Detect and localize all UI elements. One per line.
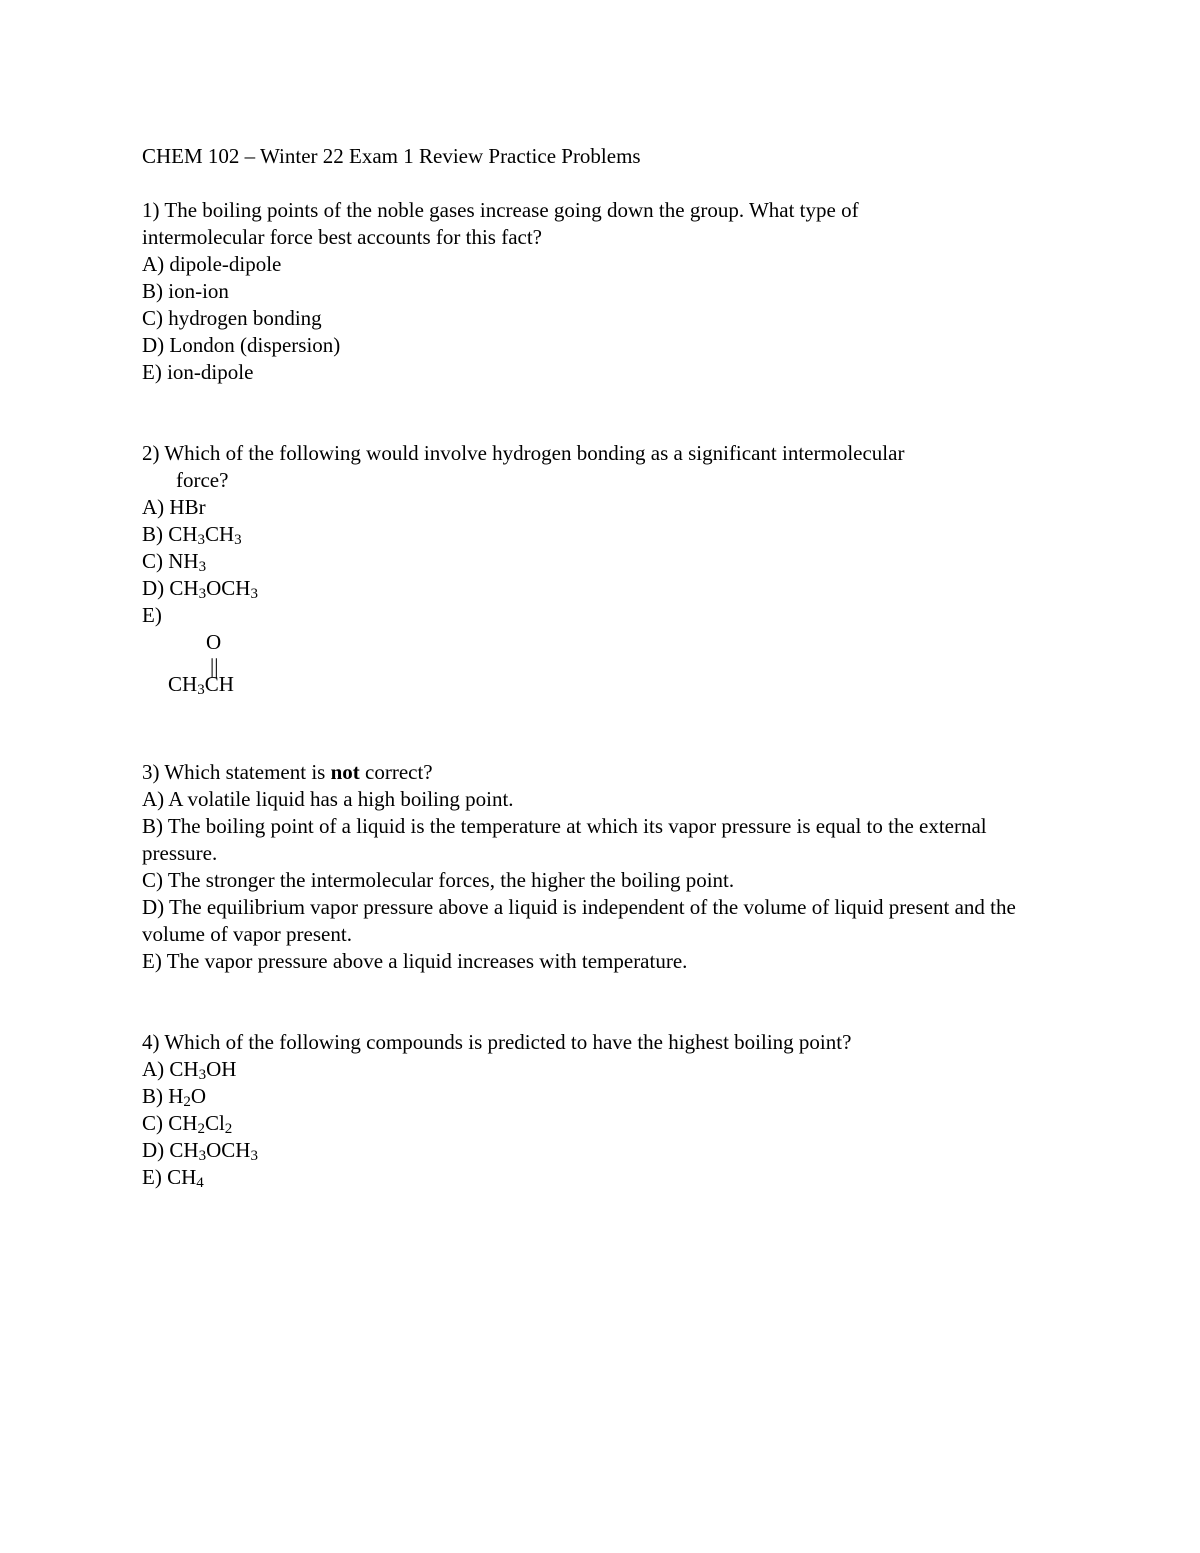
formula-part: OH <box>206 1057 237 1081</box>
emphasis-not: not <box>330 760 360 784</box>
subscript: 4 <box>196 1175 204 1191</box>
question-4-option-e <box>142 1164 1062 1191</box>
question-4-stem: 4) Which of the following compounds is predicted to have the highest boiling point? <box>142 1030 852 1054</box>
question-2-option-d <box>142 575 1062 602</box>
formula-part: CH <box>167 1165 197 1189</box>
question-3-option-b: B) The boiling point of a liquid is the temperature at which its vapor pressure is equal to the external pressure. <box>142 814 987 865</box>
question-4-option-d <box>142 1137 1062 1164</box>
document-content <box>142 143 1062 1191</box>
formula-part: CH <box>169 1138 199 1162</box>
structure-oxygen: O <box>206 630 222 654</box>
page-title: CHEM 102 – Winter 22 Exam 1 Review Practice Problems <box>142 144 641 168</box>
option-label: A) <box>142 495 165 519</box>
formula-part: OCH <box>206 576 251 600</box>
question-3-option-c: C) The stronger the intermolecular forces, the higher the boiling point. <box>142 868 735 892</box>
option-label: B) <box>142 522 163 546</box>
question-2-option-b <box>142 521 1062 548</box>
formula-part: O <box>190 1084 207 1108</box>
stem-text: 3) Which statement is <box>142 760 331 784</box>
question-2 <box>142 440 1062 705</box>
subscript: 3 <box>250 1148 258 1164</box>
subscript: 2 <box>197 1121 205 1137</box>
option-label: C) <box>142 1111 163 1135</box>
formula-part: Cl <box>204 1111 225 1135</box>
formula-part: CH <box>168 672 198 696</box>
question-2-option-e <box>142 602 1062 629</box>
formula: HBr <box>169 495 206 519</box>
structure-double-bond: || <box>210 654 219 678</box>
subscript: 3 <box>250 586 258 602</box>
formula-part: CH <box>168 1111 198 1135</box>
question-4 <box>142 1029 1062 1191</box>
subscript: 3 <box>198 1067 207 1083</box>
formula-part: OCH <box>206 1138 251 1162</box>
question-1-option-b: B) ion-ion <box>142 279 229 303</box>
question-1-stem-line-2: intermolecular force best accounts for this fact? <box>142 225 542 249</box>
question-4-option-a <box>142 1056 1062 1083</box>
question-1 <box>142 197 1062 386</box>
question-1-stem-line-1: 1) The boiling points of the noble gases increase going down the group. What type of <box>142 198 859 222</box>
formula-part: CH <box>204 522 235 546</box>
question-4-option-b <box>142 1083 1062 1110</box>
option-label: D) <box>142 1138 165 1162</box>
option-label: E) <box>142 1165 162 1189</box>
question-1-option-a: A) dipole-dipole <box>142 252 282 276</box>
subscript: 3 <box>198 1148 207 1164</box>
subscript: 3 <box>234 532 242 548</box>
question-2-option-a <box>142 494 1062 521</box>
stem-text: correct? <box>359 760 433 784</box>
question-4-option-c <box>142 1110 1062 1137</box>
acetaldehyde-structure <box>164 629 304 705</box>
subscript: 3 <box>198 586 207 602</box>
question-2-stem-line-1: 2) Which of the following would involve hydrogen bonding as a significant intermolecular <box>142 441 905 465</box>
subscript: 3 <box>197 532 205 548</box>
subscript: 2 <box>183 1094 191 1110</box>
question-2-option-c <box>142 548 1062 575</box>
question-1-option-d: D) London (dispersion) <box>142 333 341 357</box>
question-3-option-d: D) The equilibrium vapor pressure above a liquid is independent of the volume of liquid present and the volume of vapor present. <box>142 895 1016 946</box>
formula-part: H <box>168 1084 184 1108</box>
subscript: 3 <box>198 559 207 575</box>
formula-part: NH <box>168 549 199 573</box>
question-1-option-c: C) hydrogen bonding <box>142 306 322 330</box>
structure-carbon-chain <box>168 671 234 698</box>
question-3 <box>142 759 1062 975</box>
question-3-stem <box>142 759 1062 786</box>
formula-part: CH <box>168 522 198 546</box>
question-2-stem-line-2: force? <box>176 468 229 492</box>
formula-part: CH <box>169 576 199 600</box>
option-label: A) <box>142 1057 165 1081</box>
question-1-option-e: E) ion-dipole <box>142 360 254 384</box>
formula-part: CH <box>204 672 234 696</box>
option-label: C) <box>142 549 163 573</box>
question-3-option-a: A) A volatile liquid has a high boiling point. <box>142 787 514 811</box>
subscript: 3 <box>197 682 205 698</box>
subscript: 2 <box>224 1121 233 1137</box>
option-label: D) <box>142 576 165 600</box>
option-label: E) <box>142 603 162 627</box>
formula-part: CH <box>169 1057 199 1081</box>
question-3-option-e: E) The vapor pressure above a liquid increases with temperature. <box>142 949 688 973</box>
option-label: B) <box>142 1084 163 1108</box>
